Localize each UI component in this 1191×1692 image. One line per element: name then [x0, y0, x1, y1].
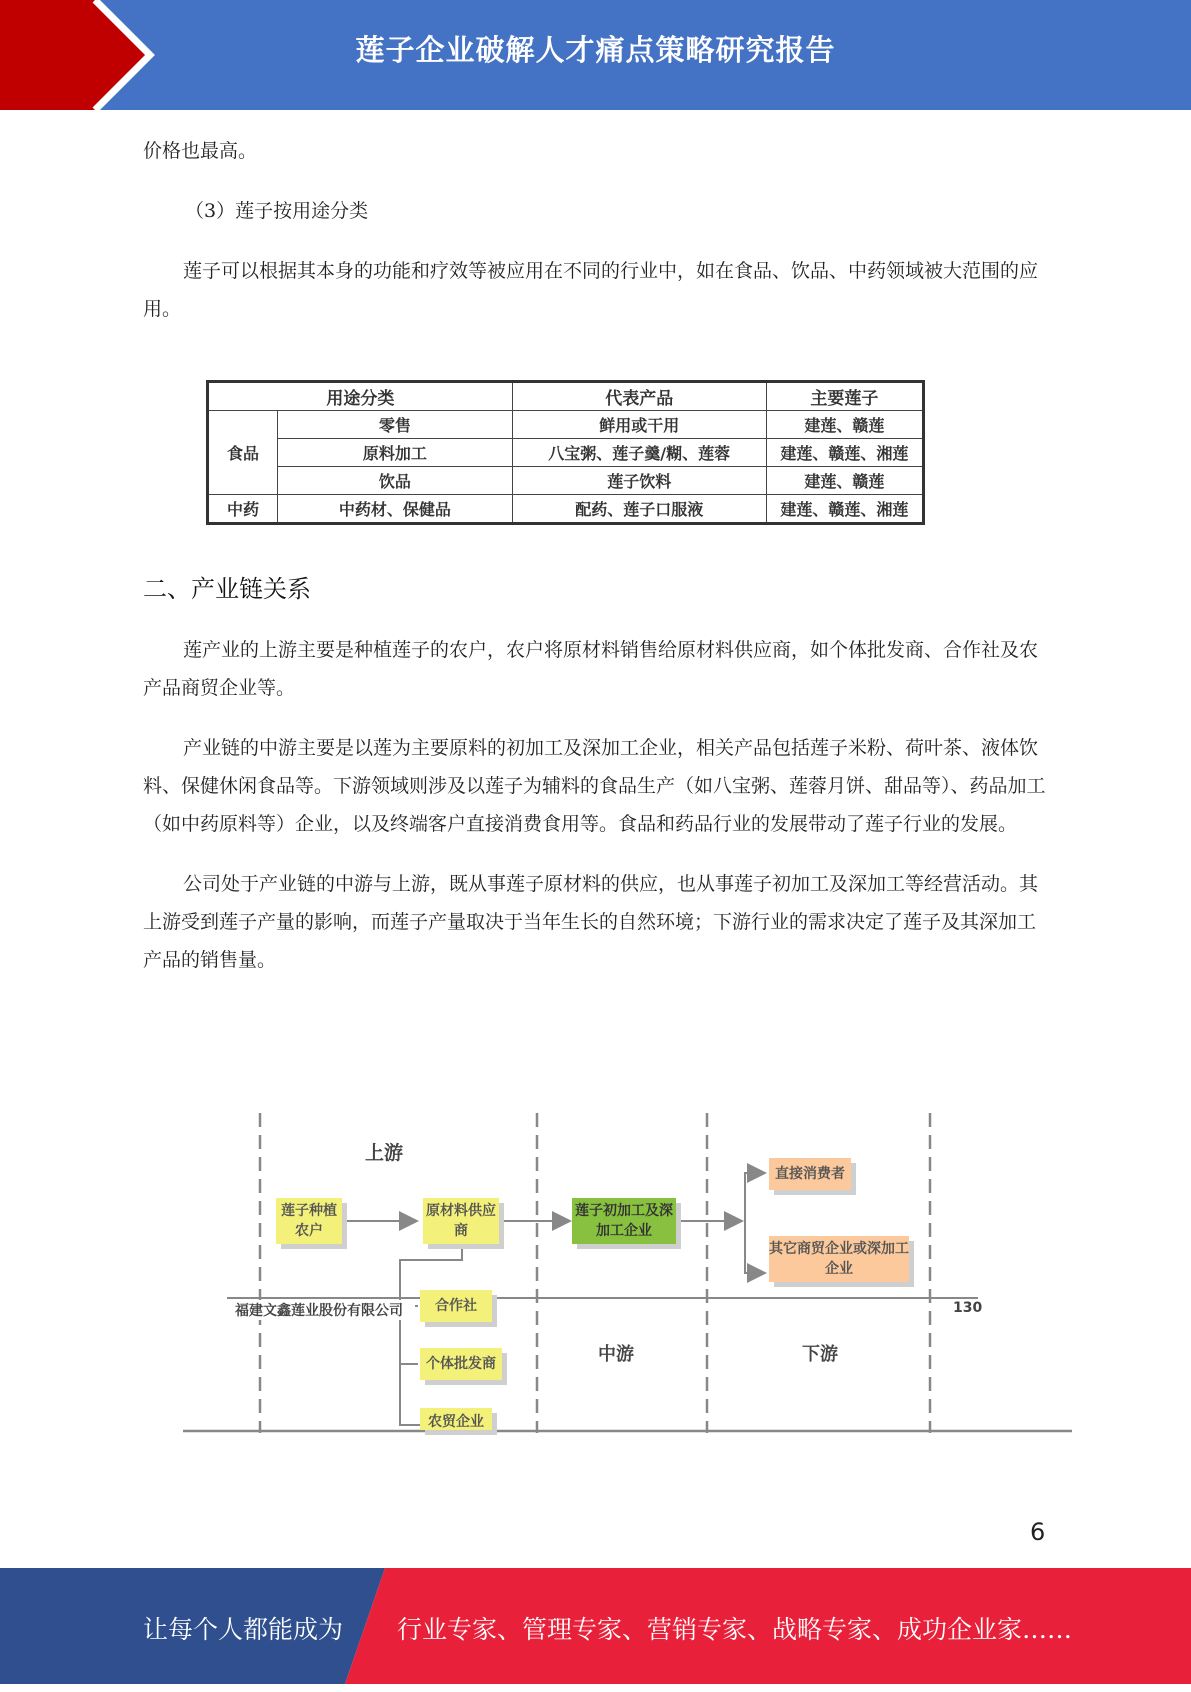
footer-slogan-left: 让每个人都能成为 [143, 1615, 344, 1644]
table-row [208, 495, 924, 524]
industry-chain-diagram [180, 1108, 1080, 1438]
list-item-heading: （3）莲子按用途分类 [185, 200, 369, 222]
table-header-cell: 代表产品 [512, 382, 766, 411]
page-footer [0, 1568, 1191, 1684]
paragraph: 公司处于产业链的中游与上游，既从事莲子原材料的供应，也从事莲子初加工及深加工等经营活动。其上游受到莲子产量的影响，而莲子产量取决于当年生长的自然环境；下游行业的需求决定了莲子及其深加工产品的销售量。 [143, 873, 1039, 971]
table-cell: 配药、莲子口服液 [512, 495, 766, 524]
table-group-cell: 中药 [208, 495, 278, 524]
cooperative-box: 合作社 [420, 1290, 492, 1322]
table-cell: 原料加工 [278, 439, 513, 467]
agri-enterprise-box: 农贸企业 [420, 1408, 492, 1430]
table-cell: 饮品 [278, 467, 513, 495]
overlay-page-number: 130 [953, 1300, 983, 1316]
section-heading: 二、产业链关系 [143, 575, 311, 603]
other-enterprise-box: 其它商贸企业或深加工企业 [769, 1236, 909, 1282]
text-line: 价格也最高。 [143, 140, 258, 162]
table-row [208, 411, 924, 439]
downstream-label: 下游 [802, 1344, 838, 1365]
table-cell: 建莲、赣莲 [766, 467, 923, 495]
consumer-box: 直接消费者 [769, 1158, 851, 1190]
footer-slogan-right: 行业专家、管理专家、营销专家、战略专家、成功企业家…… [397, 1615, 1073, 1644]
table-cell: 八宝粥、莲子羹/糊、莲蓉 [512, 439, 766, 467]
table-header-cell: 用途分类 [208, 382, 513, 411]
table-header-row [208, 382, 924, 411]
page-header [0, 0, 1191, 110]
table-cell: 建莲、赣莲 [766, 411, 923, 439]
wholesaler-box: 个体批发商 [420, 1348, 502, 1380]
table-cell: 鲜用或干用 [512, 411, 766, 439]
midstream-label: 中游 [598, 1344, 634, 1365]
upstream-label: 上游 [365, 1142, 404, 1164]
page-number: 6 [1030, 1518, 1046, 1546]
supplier-box: 原材料供应商 [423, 1198, 499, 1244]
table-cell: 零售 [278, 411, 513, 439]
usage-table [206, 380, 925, 525]
table-cell: 建莲、赣莲、湘莲 [766, 439, 923, 467]
table-row [208, 439, 924, 467]
table-cell: 建莲、赣莲、湘莲 [766, 495, 923, 524]
table-header-cell: 主要莲子 [766, 382, 923, 411]
farmer-box: 莲子种植农户 [276, 1198, 342, 1244]
table-group-cell: 食品 [208, 411, 278, 495]
table-cell: 中药材、保健品 [278, 495, 513, 524]
table-cell: 莲子饮料 [512, 467, 766, 495]
header-title: 莲子企业破解人才痛点策略研究报告 [355, 33, 836, 67]
company-overlay-text: 福建文鑫莲业股份有限公司 [235, 1300, 415, 1320]
document-body [143, 132, 1048, 979]
paragraph: 莲产业的上游主要是种植莲子的农户，农户将原材料销售给原材料供应商，如个体批发商、合作社及农产品商贸企业等。 [143, 639, 1039, 699]
paragraph: 产业链的中游主要是以莲为主要原料的初加工及深加工企业，相关产品包括莲子米粉、荷叶茶、液体饮料、保健休闲食品等。下游领域则涉及以莲子为辅料的食品生产（如八宝粥、莲蓉月饼、甜品等）、药品加工（如中药原料等）企业，以及终端客户直接消费食用等。食品和药品行业的发展带动了莲子行业的发展。 [143, 737, 1046, 835]
paragraph: 莲子可以根据其本身的功能和疗效等被应用在不同的行业中，如在食品、饮品、中药领域被大范围的应用。 [143, 260, 1039, 320]
table-row [208, 467, 924, 495]
diagram-lines [180, 1108, 1080, 1438]
processor-box: 莲子初加工及深加工企业 [572, 1198, 676, 1244]
